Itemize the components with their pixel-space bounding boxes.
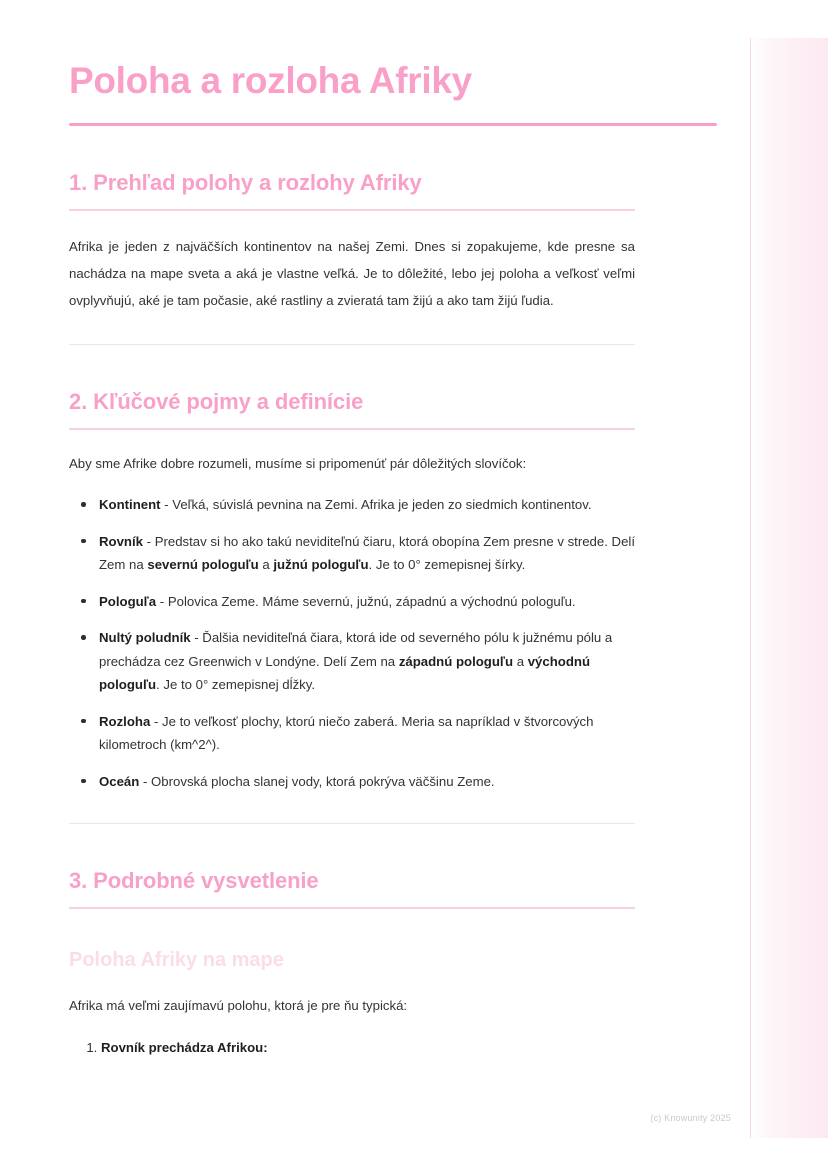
- section-heading-2: 2. Kľúčové pojmy a definície: [69, 389, 364, 415]
- glossary-definition: - Je to veľkosť plochy, ktorú niečo zaberá. Meria sa napríklad v štvorcových kilometroch (km^2^).: [99, 713, 594, 753]
- list-item: [95, 710, 635, 757]
- glossary-definition: - Predstav si ho ako takú neviditeľnú čiaru, ktorá obopína Zem presne v strede. Delí Zem na severnú pologuľu a južnú pologuľu. Je to 0° zemepisnej šírky.: [99, 533, 636, 573]
- page-edge-divider: [750, 38, 751, 1138]
- glossary-definition: - Ďalšia neviditeľná čiara, ktorá ide od severného pólu k južnému pólu a prechádza cez Greenwich v Londýne. Delí Zem na západnú pologuľu a východnú pologuľu. Je to 0° zemepisnej dĺžky.: [99, 630, 613, 693]
- glossary-term: Nultý poludník: [99, 630, 191, 646]
- section-divider-1: [69, 344, 635, 345]
- list-item: [95, 590, 635, 614]
- page-title: Poloha a rozloha Afriky: [69, 60, 472, 101]
- page-edge-gradient: [750, 38, 828, 1138]
- glossary-term: Rozloha: [99, 713, 151, 729]
- title-underline: [69, 123, 717, 126]
- footer-credit: (c) Knowunity 2025: [650, 1113, 731, 1123]
- numbered-item-label: Rovník prechádza Afrikou:: [101, 1039, 268, 1055]
- section-underline-1: [69, 209, 635, 211]
- list-item: [95, 626, 635, 697]
- section-divider-2: [69, 823, 635, 824]
- list-item: [101, 1036, 635, 1060]
- glossary-term: Kontinent: [99, 497, 161, 513]
- document-content: [69, 60, 635, 1069]
- section-lead-2: Aby sme Afrike dobre rozumeli, musíme si pripomenúť pár dôležitých slovíčok:: [69, 455, 527, 471]
- list-item: [95, 530, 635, 577]
- glossary-definition: - Obrovská plocha slanej vody, ktorá pokrýva väčšinu Zeme.: [139, 773, 495, 789]
- glossary-term: Rovník: [99, 533, 143, 549]
- glossary-definition: - Polovica Zeme. Máme severnú, južnú, západnú a východnú pologuľu.: [156, 593, 576, 609]
- glossary-definition: - Veľká, súvislá pevnina na Zemi. Afrika je jeden zo siedmich kontinentov.: [160, 497, 592, 513]
- list-item: [95, 493, 635, 517]
- section-lead-3: Afrika má veľmi zaujímavú polohu, ktorá je pre ňu typická:: [69, 997, 408, 1013]
- section-underline-2: [69, 428, 635, 430]
- section-heading-1: 1. Prehľad polohy a rozlohy Afriky: [69, 170, 422, 196]
- subsection-heading-3: Poloha Afriky na mape: [69, 948, 284, 971]
- section-heading-3: 3. Podrobné vysvetlenie: [69, 868, 319, 894]
- glossary-term: Oceán: [99, 773, 140, 789]
- list-item: [95, 770, 635, 794]
- glossary-list: [69, 493, 635, 793]
- numbered-list: [69, 1036, 635, 1060]
- section-underline-3: [69, 907, 635, 909]
- glossary-term: Pologuľa: [99, 593, 157, 609]
- section-paragraph-1: Afrika je jeden z najväčších kontinentov na našej Zemi. Dnes si zopakujeme, kde presne sa nachádza na mape sveta a aká je vlastne veľká. Je to dôležité, lebo jej poloha a veľkosť veľmi ovplyvňujú, aké je tam počasie, aké rastliny a zvieratá tam žijú a ako tam žijú ľudia.: [69, 238, 635, 309]
